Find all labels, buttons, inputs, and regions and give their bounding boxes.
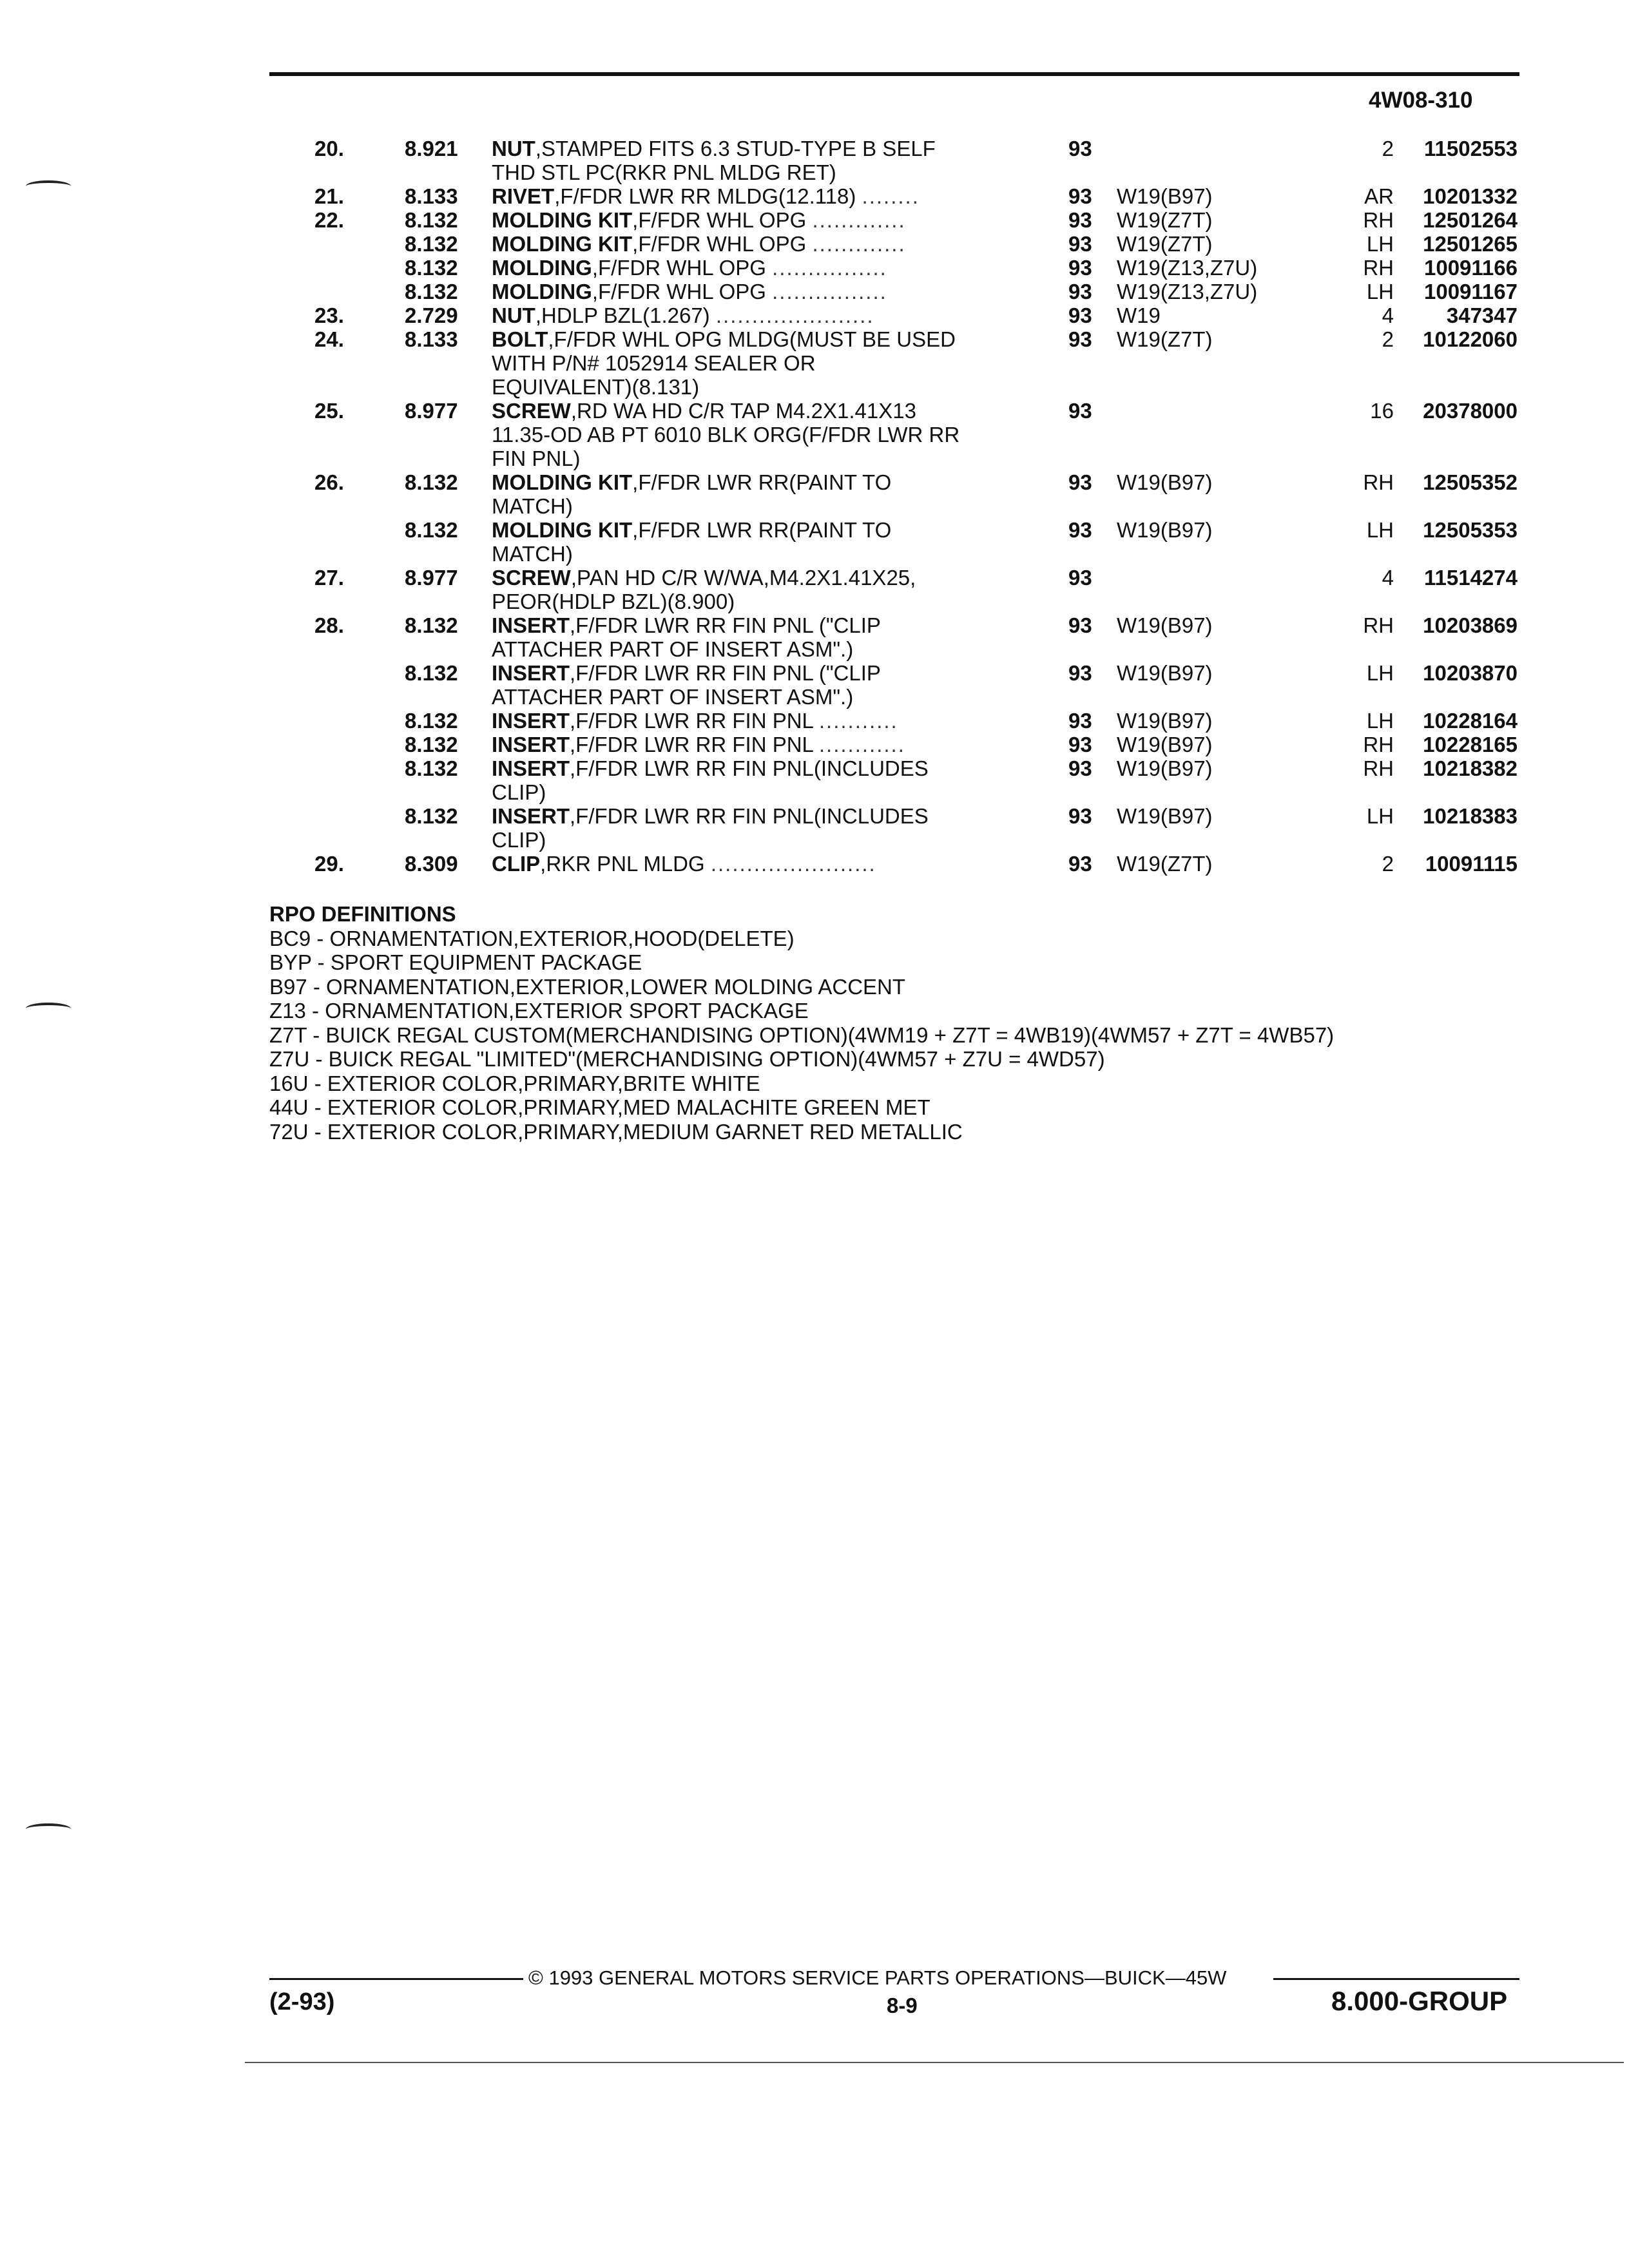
quantity: 2 [1382, 852, 1394, 876]
rpo-line: BC9 - ORNAMENTATION,EXTERIOR,HOOD(DELETE) [269, 926, 795, 950]
part-description [492, 208, 906, 232]
parts-row [269, 137, 1519, 160]
parts-row [269, 756, 1519, 780]
leader-dots: ........ [862, 184, 920, 208]
part-detail: ,F/FDR LWR RR FIN PNL ("CLIP [570, 613, 881, 637]
footer-rule-right [1273, 1978, 1519, 1980]
group-number: 2.729 [405, 303, 458, 327]
part-description [492, 804, 929, 828]
parts-row [269, 590, 1519, 613]
quantity: LH [1366, 232, 1394, 256]
parts-row [269, 613, 1519, 637]
leader-dots: ................ [772, 256, 887, 280]
model-year: 93 [1068, 280, 1092, 303]
part-description [492, 470, 891, 494]
quantity: RH [1363, 756, 1394, 780]
rpo-line: 72U - EXTERIOR COLOR,PRIMARY,MEDIUM GARNET RED METALLIC [269, 1119, 963, 1144]
rpo-line: Z13 - ORNAMENTATION,EXTERIOR SPORT PACKAGE [269, 999, 809, 1023]
part-detail: ,F/FDR LWR RR FIN PNL(INCLUDES [570, 756, 929, 780]
usage-code: W19(B97) [1117, 733, 1213, 756]
part-detail: ,HDLP BZL(1.267) [535, 303, 710, 327]
group-number: 8.309 [405, 852, 458, 876]
rpo-line: B97 - ORNAMENTATION,EXTERIOR,LOWER MOLDING ACCENT [269, 974, 906, 999]
part-number: 20378000 [1423, 399, 1518, 423]
part-detail: ,RD WA HD C/R TAP M4.2X1.41X13 [570, 399, 916, 423]
quantity: 4 [1382, 566, 1394, 590]
model-year: 93 [1068, 709, 1092, 733]
part-detail: ATTACHER PART OF INSERT ASM".) [492, 685, 854, 709]
group-number: 8.977 [405, 399, 458, 423]
model-year: 93 [1068, 327, 1092, 351]
model-year: 93 [1068, 470, 1092, 494]
part-name: MOLDING [492, 256, 592, 280]
punch-hole-mark [26, 1003, 71, 1014]
parts-row [269, 852, 1519, 876]
rpo-title: RPO DEFINITIONS [269, 902, 456, 926]
part-number: 10203869 [1423, 613, 1518, 637]
part-description [492, 184, 920, 208]
usage-code: W19(B97) [1117, 613, 1213, 637]
part-number: 10203870 [1423, 661, 1518, 685]
parts-row [269, 518, 1519, 542]
punch-hole-mark [26, 180, 71, 192]
quantity: 2 [1382, 137, 1394, 160]
group-number: 8.132 [405, 804, 458, 828]
part-name: BOLT [492, 327, 548, 351]
part-description [492, 613, 881, 637]
parts-row [269, 566, 1519, 590]
group-number: 8.132 [405, 232, 458, 256]
page-code: 4W08-310 [1369, 88, 1473, 113]
part-detail: ,F/FDR LWR RR(PAINT TO [632, 470, 892, 494]
part-detail: ,F/FDR LWR RR FIN PNL ("CLIP [570, 661, 881, 685]
group-number: 8.132 [405, 208, 458, 232]
ref-number: 29. [314, 852, 344, 876]
part-number: 10122060 [1423, 327, 1518, 351]
model-year: 93 [1068, 232, 1092, 256]
leader-dots: ............. [812, 208, 906, 232]
part-name: MOLDING KIT [492, 208, 633, 232]
part-detail: ,F/FDR LWR RR MLDG(12.118) [554, 184, 856, 208]
part-description [492, 280, 887, 303]
model-year: 93 [1068, 256, 1092, 280]
quantity: LH [1366, 709, 1394, 733]
usage-code: W19(Z7T) [1117, 327, 1213, 351]
ref-number: 25. [314, 399, 344, 423]
parts-row [269, 280, 1519, 303]
quantity: LH [1366, 804, 1394, 828]
part-number: 10091115 [1425, 852, 1518, 876]
usage-code: W19(Z7T) [1117, 232, 1213, 256]
part-description [492, 637, 853, 661]
usage-code: W19(Z7T) [1117, 852, 1213, 876]
part-name: MOLDING KIT [492, 518, 633, 542]
rpo-line: 16U - EXTERIOR COLOR,PRIMARY,BRITE WHITE [269, 1071, 760, 1095]
part-detail: EQUIVALENT)(8.131) [492, 375, 700, 399]
usage-code: W19(B97) [1117, 709, 1213, 733]
usage-code: W19(B97) [1117, 756, 1213, 780]
usage-code: W19(Z13,Z7U) [1117, 280, 1258, 303]
ref-number: 20. [314, 137, 344, 160]
part-name: INSERT [492, 661, 570, 685]
parts-row [269, 232, 1519, 256]
rpo-line: Z7T - BUICK REGAL CUSTOM(MERCHANDISING OPTION)(4WM19 + Z7T = 4WB19)(4WM57 + Z7T = 4WB57) [269, 1023, 1335, 1047]
model-year: 93 [1068, 804, 1092, 828]
part-detail: ,F/FDR LWR RR(PAINT TO [632, 518, 892, 542]
part-description [492, 756, 929, 780]
rpo-line: BYP - SPORT EQUIPMENT PACKAGE [269, 950, 642, 974]
parts-row [269, 351, 1519, 375]
parts-row [269, 804, 1519, 828]
part-detail: ,F/FDR LWR RR FIN PNL [570, 709, 813, 733]
ref-number: 22. [314, 208, 344, 232]
parts-list [269, 137, 1519, 876]
part-description [492, 852, 876, 876]
parts-row [269, 709, 1519, 733]
parts-row [269, 423, 1519, 447]
part-detail: FIN PNL) [492, 447, 581, 470]
part-name: INSERT [492, 709, 570, 733]
group-number: 8.133 [405, 327, 458, 351]
model-year: 93 [1068, 184, 1092, 208]
model-year: 93 [1068, 208, 1092, 232]
part-number: 11502553 [1423, 137, 1518, 160]
part-detail: ,F/FDR WHL OPG [632, 208, 807, 232]
top-rule [269, 72, 1519, 76]
quantity: 2 [1382, 327, 1394, 351]
group-number: 8.133 [405, 184, 458, 208]
part-description [492, 709, 898, 733]
part-description [492, 733, 905, 756]
part-number: 12501264 [1423, 208, 1518, 232]
quantity: LH [1366, 280, 1394, 303]
part-number: 10228165 [1423, 733, 1518, 756]
part-description [492, 423, 959, 447]
usage-code: W19(Z7T) [1117, 208, 1213, 232]
part-description [492, 303, 874, 327]
part-detail: ,F/FDR LWR RR FIN PNL(INCLUDES [570, 804, 929, 828]
model-year: 93 [1068, 566, 1092, 590]
part-number: 11514274 [1423, 566, 1518, 590]
parts-row [269, 375, 1519, 399]
parts-row [269, 494, 1519, 518]
parts-row [269, 637, 1519, 661]
model-year: 93 [1068, 137, 1092, 160]
usage-code: W19(Z13,Z7U) [1117, 256, 1258, 280]
group-number: 8.132 [405, 470, 458, 494]
part-name: NUT [492, 137, 535, 160]
parts-row [269, 733, 1519, 756]
part-detail: PEOR(HDLP BZL)(8.900) [492, 590, 735, 613]
part-detail: THD STL PC(RKR PNL MLDG RET) [492, 160, 836, 184]
part-number: 12501265 [1423, 232, 1518, 256]
part-detail: CLIP) [492, 828, 546, 852]
part-description [492, 518, 891, 542]
group-label: 8.000-GROUP [1331, 1986, 1508, 2016]
parts-row [269, 780, 1519, 804]
part-detail: WITH P/N# 1052914 SEALER OR [492, 351, 816, 375]
part-detail: MATCH) [492, 494, 573, 518]
copyright-line: © 1993 GENERAL MOTORS SERVICE PARTS OPERATIONS—BUICK—45W [528, 1966, 1227, 1989]
usage-code: W19(B97) [1117, 184, 1213, 208]
leader-dots: ............ [818, 733, 905, 756]
part-description [492, 590, 735, 613]
group-number: 8.132 [405, 256, 458, 280]
part-detail: CLIP) [492, 780, 546, 804]
group-number: 8.132 [405, 280, 458, 303]
parts-row [269, 256, 1519, 280]
parts-row [269, 470, 1519, 494]
leader-dots: ................ [772, 280, 887, 303]
quantity: 4 [1382, 303, 1394, 327]
parts-row [269, 160, 1519, 184]
part-description [492, 685, 853, 709]
part-description [492, 399, 916, 423]
model-year: 93 [1068, 852, 1092, 876]
rpo-definitions [269, 902, 1334, 1144]
parts-row [269, 184, 1519, 208]
parts-row [269, 399, 1519, 423]
usage-code: W19 [1117, 303, 1161, 327]
part-description [492, 327, 956, 351]
part-name: MOLDING [492, 280, 592, 303]
leader-dots: ........... [818, 709, 898, 733]
part-name: SCREW [492, 566, 571, 590]
part-detail: MATCH) [492, 542, 573, 566]
part-description [492, 160, 836, 184]
ref-number: 23. [314, 303, 344, 327]
part-name: INSERT [492, 733, 570, 756]
part-description [492, 566, 916, 590]
usage-code: W19(B97) [1117, 804, 1213, 828]
usage-code: W19(B97) [1117, 470, 1213, 494]
ref-number: 24. [314, 327, 344, 351]
part-detail: ATTACHER PART OF INSERT ASM".) [492, 637, 854, 661]
group-number: 8.132 [405, 733, 458, 756]
part-description [492, 351, 816, 375]
model-year: 93 [1068, 733, 1092, 756]
group-number: 8.132 [405, 756, 458, 780]
part-detail: 11.35-OD AB PT 6010 BLK ORG(F/FDR LWR RR [492, 423, 960, 447]
part-detail: ,F/FDR WHL OPG [632, 232, 807, 256]
quantity: RH [1363, 208, 1394, 232]
part-detail: ,F/FDR LWR RR FIN PNL [570, 733, 813, 756]
parts-row [269, 685, 1519, 709]
parts-row [269, 661, 1519, 685]
part-number: 347347 [1446, 303, 1518, 327]
part-name: INSERT [492, 756, 570, 780]
part-name: MOLDING KIT [492, 232, 633, 256]
part-number: 10218383 [1423, 804, 1518, 828]
part-name: NUT [492, 303, 535, 327]
part-description [492, 494, 573, 518]
model-year: 93 [1068, 399, 1092, 423]
part-description [492, 137, 936, 160]
part-detail: ,F/FDR WHL OPG [592, 280, 766, 303]
part-description [492, 447, 581, 470]
parts-row [269, 303, 1519, 327]
part-name: SCREW [492, 399, 571, 423]
model-year: 93 [1068, 661, 1092, 685]
part-detail: ,F/FDR WHL OPG MLDG(MUST BE USED [548, 327, 956, 351]
model-year: 93 [1068, 303, 1092, 327]
part-number: 12505352 [1423, 470, 1518, 494]
part-number: 10201332 [1423, 184, 1518, 208]
rpo-line: Z7U - BUICK REGAL "LIMITED"(MERCHANDISING OPTION)(4WM57 + Z7U = 4WD57) [269, 1047, 1105, 1071]
quantity: RH [1363, 613, 1394, 637]
part-detail: ,PAN HD C/R W/WA,M4.2X1.41X25, [570, 566, 916, 590]
part-detail: ,STAMPED FITS 6.3 STUD-TYPE B SELF [535, 137, 936, 160]
parts-row [269, 208, 1519, 232]
model-year: 93 [1068, 613, 1092, 637]
leader-dots: ...................... [715, 303, 874, 327]
part-number: 12505353 [1423, 518, 1518, 542]
part-name: INSERT [492, 613, 570, 637]
parts-row [269, 542, 1519, 566]
part-description [492, 375, 699, 399]
part-number: 10218382 [1423, 756, 1518, 780]
punch-hole-mark [26, 1823, 71, 1835]
part-name: CLIP [492, 852, 541, 876]
part-name: INSERT [492, 804, 570, 828]
ref-number: 28. [314, 613, 344, 637]
bottom-rule [245, 2062, 1624, 2063]
quantity: AR [1364, 184, 1394, 208]
group-number: 8.132 [405, 518, 458, 542]
part-description [492, 232, 906, 256]
group-number: 8.921 [405, 137, 458, 160]
quantity: RH [1363, 733, 1394, 756]
model-year: 93 [1068, 756, 1092, 780]
group-number: 8.132 [405, 613, 458, 637]
part-description [492, 780, 546, 804]
part-detail: ,F/FDR WHL OPG [592, 256, 766, 280]
leader-dots: ............. [812, 232, 906, 256]
parts-row [269, 447, 1519, 470]
group-number: 8.132 [405, 661, 458, 685]
quantity: RH [1363, 470, 1394, 494]
usage-code: W19(B97) [1117, 518, 1213, 542]
group-number: 8.977 [405, 566, 458, 590]
part-description [492, 661, 881, 685]
leader-dots: ....................... [710, 852, 876, 876]
quantity: 16 [1370, 399, 1394, 423]
part-description [492, 542, 573, 566]
part-detail: ,RKR PNL MLDG [540, 852, 705, 876]
quantity: RH [1363, 256, 1394, 280]
ref-number: 26. [314, 470, 344, 494]
page-number: 8-9 [887, 1994, 918, 2017]
ref-number: 27. [314, 566, 344, 590]
part-number: 10228164 [1423, 709, 1518, 733]
model-year: 93 [1068, 518, 1092, 542]
rpo-line: 44U - EXTERIOR COLOR,PRIMARY,MED MALACHITE GREEN MET [269, 1095, 930, 1119]
date-code: (2-93) [269, 1988, 335, 2015]
part-name: RIVET [492, 184, 555, 208]
usage-code: W19(B97) [1117, 661, 1213, 685]
part-description [492, 828, 546, 852]
group-number: 8.132 [405, 709, 458, 733]
parts-row [269, 828, 1519, 852]
part-number: 10091167 [1423, 280, 1518, 303]
footer-rule-left [269, 1978, 523, 1980]
ref-number: 21. [314, 184, 344, 208]
part-description [492, 256, 887, 280]
parts-row [269, 327, 1519, 351]
quantity: LH [1366, 661, 1394, 685]
quantity: LH [1366, 518, 1394, 542]
part-number: 10091166 [1423, 256, 1518, 280]
part-name: MOLDING KIT [492, 470, 633, 494]
